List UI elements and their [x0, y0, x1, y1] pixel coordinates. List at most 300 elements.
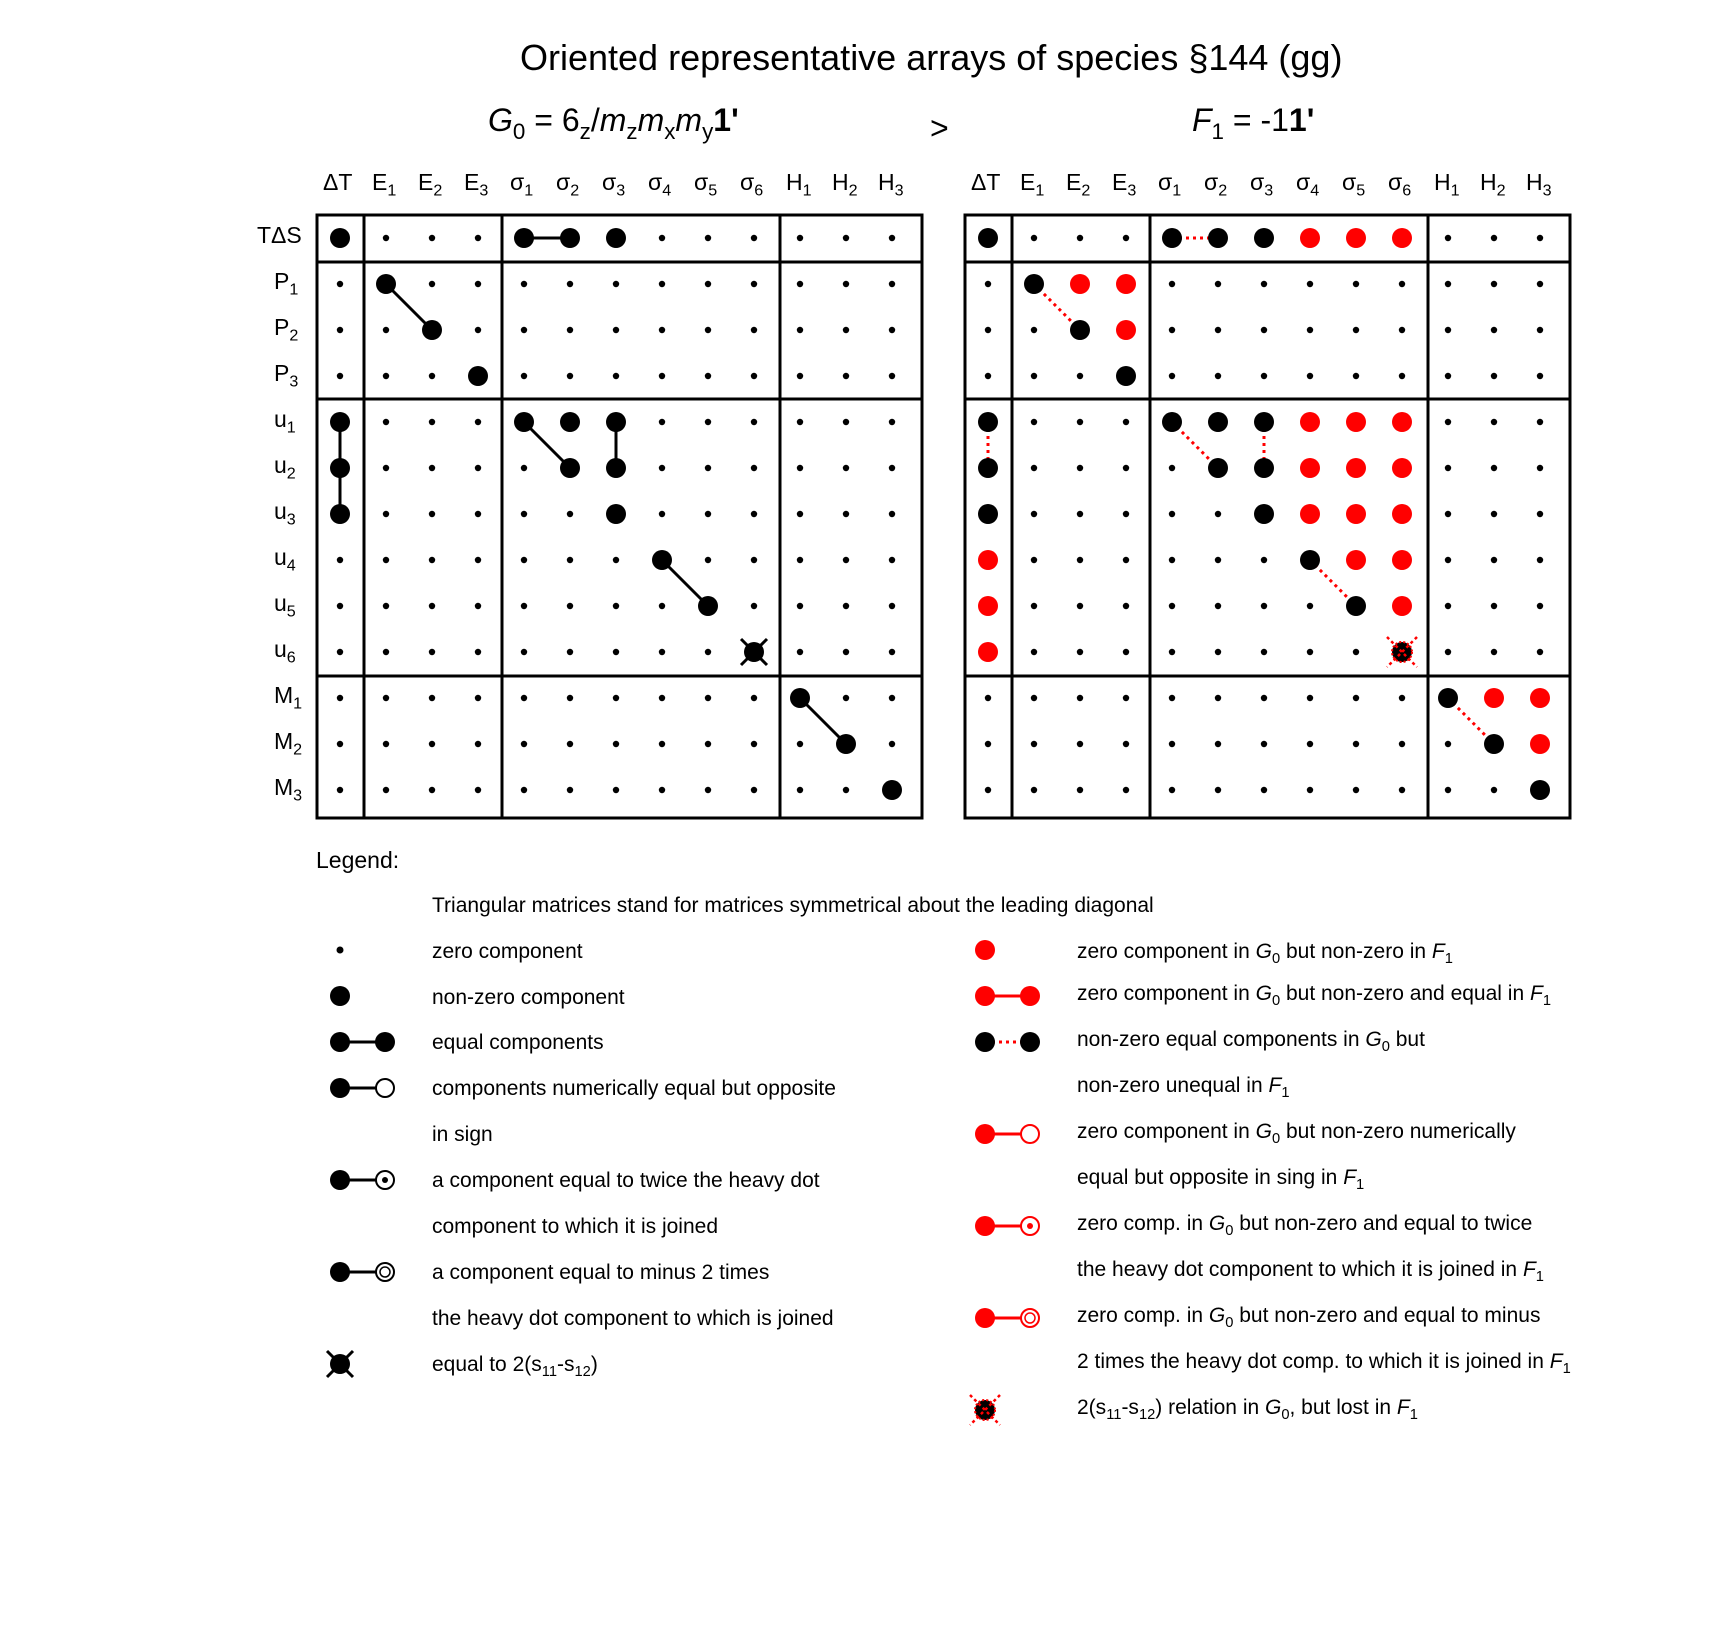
g0-col-label: $H_2$: [832, 169, 858, 200]
f1-zero-dot: [1169, 741, 1175, 747]
f1-zero-dot: [1537, 511, 1543, 517]
legend-cross-symbol: [327, 1351, 353, 1377]
f1-zero-dot: [1537, 465, 1543, 471]
legend-left-5: a component equal to twice the heavy dot: [432, 1169, 820, 1192]
g0-nonzero-dot: [514, 412, 534, 432]
f1-zero-dot: [985, 741, 991, 747]
g0-nonzero-dot: [652, 550, 672, 570]
f1-zero-dot: [1215, 787, 1221, 793]
legend-right-4b: equal but opposite in sing in $F_1$: [1077, 1166, 1365, 1194]
g0-zero-dot: [475, 511, 481, 517]
f1-zero-dot: [1445, 373, 1451, 379]
f1-zero-dot: [1215, 327, 1221, 333]
g0-zero-dot: [659, 465, 665, 471]
g0-zero-dot: [843, 557, 849, 563]
g0-zero-dot: [751, 787, 757, 793]
g0-zero-dot: [429, 373, 435, 379]
f1-zero-dot: [1445, 649, 1451, 655]
g0-zero-dot: [659, 695, 665, 701]
f1-zero-dot: [1169, 511, 1175, 517]
f1-col-label: $\sigma_4$: [1296, 169, 1320, 200]
f1-zero-dot: [1031, 787, 1037, 793]
f1-zero-dot: [1261, 603, 1267, 609]
g0-zero-dot: [797, 741, 803, 747]
g0-zero-dot: [705, 465, 711, 471]
g0-zero-dot: [429, 419, 435, 425]
g0-zero-dot: [797, 557, 803, 563]
legend-left-2: non-zero component: [432, 986, 625, 1009]
legend-left-4b: in sign: [432, 1123, 493, 1146]
f1-zero-dot: [1077, 465, 1083, 471]
g0-nonzero-dot: [330, 458, 350, 478]
legend-right-3a: non-zero equal components in $G_0$ but: [1077, 1028, 1425, 1056]
g0-zero-dot: [567, 741, 573, 747]
f1-zero-dot: [1123, 511, 1129, 517]
f1-zero-dot: [1031, 373, 1037, 379]
g0-zero-dot: [429, 649, 435, 655]
g0-zero-dot: [429, 557, 435, 563]
g0-zero-dot: [567, 511, 573, 517]
g0-zero-dot: [797, 235, 803, 241]
f1-zero-dot: [1399, 281, 1405, 287]
f1-nonzero-dot: [1254, 504, 1274, 524]
f1-zero-dot: [1031, 511, 1037, 517]
g0-zero-dot: [659, 511, 665, 517]
f1-col-label: $\sigma_5$: [1342, 169, 1366, 200]
g0-zero-dot: [751, 327, 757, 333]
g0-zero-dot: [889, 373, 895, 379]
g0-zero-dot: [383, 511, 389, 517]
f1-zero-dot: [1077, 511, 1083, 517]
legend-heading: Legend:: [316, 847, 400, 873]
f1-zero-dot: [1169, 603, 1175, 609]
f1-zero-dot: [1491, 281, 1497, 287]
row-label: $M_2$: [274, 728, 303, 759]
g0-zero-dot: [475, 557, 481, 563]
f1-zero-dot: [1123, 557, 1129, 563]
g0-zero-dot: [797, 419, 803, 425]
g0-zero-dot: [429, 603, 435, 609]
g0-nonzero-dot: [606, 504, 626, 524]
g0-zero-dot: [889, 235, 895, 241]
legend-left-3: equal components: [432, 1031, 604, 1054]
row-label: $u_3$: [274, 498, 296, 529]
f1-nonzero-dot: [1346, 596, 1366, 616]
g0-col-label: $\sigma_1$: [510, 169, 534, 200]
f1-red-dot: [1484, 688, 1504, 708]
g0-zero-dot: [705, 741, 711, 747]
g0-zero-dot: [751, 741, 757, 747]
legend-left-6: a component equal to minus 2 times: [432, 1261, 770, 1284]
f1-zero-dot: [1077, 557, 1083, 563]
legend-lost-symbol: [970, 1395, 1000, 1425]
g0-zero-dot: [659, 327, 665, 333]
legend-zero-dot: [337, 947, 344, 954]
g0-zero-dot: [751, 419, 757, 425]
legend-right-4a: zero component in $G_0$ but non-zero numerically: [1077, 1120, 1516, 1148]
g0-zero-dot: [843, 695, 849, 701]
legend-red-equal-symbol: [975, 986, 1040, 1006]
legend-note: Triangular matrices stand for matrices symmetrical about the leading diagonal: [432, 894, 1154, 917]
f1-zero-dot: [985, 281, 991, 287]
f1-red-dot: [1346, 550, 1366, 570]
f1-zero-dot: [1307, 603, 1313, 609]
f1-zero-dot: [1123, 787, 1129, 793]
g0-col-label: $H_3$: [878, 169, 904, 200]
f1-zero-dot: [1261, 327, 1267, 333]
f1-zero-dot: [1353, 373, 1359, 379]
f1-red-dot: [1116, 274, 1136, 294]
g0-zero-dot: [337, 787, 343, 793]
g0-zero-dot: [751, 373, 757, 379]
f1-zero-dot: [1123, 695, 1129, 701]
g0-zero-dot: [843, 649, 849, 655]
f1-nonzero-dot: [978, 412, 998, 432]
f1-zero-dot: [1537, 327, 1543, 333]
f1-zero-dot: [1215, 281, 1221, 287]
g0-zero-dot: [843, 465, 849, 471]
g0-zero-dot: [567, 373, 573, 379]
g0-zero-dot: [889, 465, 895, 471]
legend-right-5a: zero comp. in $G_0$ but non-zero and equal to twice: [1077, 1212, 1533, 1240]
f1-zero-dot: [1261, 281, 1267, 287]
f1-zero-dot: [1399, 741, 1405, 747]
f1-red-dot: [1346, 412, 1366, 432]
g0-zero-dot: [383, 373, 389, 379]
row-label: $P_3$: [274, 360, 299, 391]
g0-nonzero-dot: [560, 458, 580, 478]
g0-nonzero-dot: [698, 596, 718, 616]
g0-zero-dot: [475, 787, 481, 793]
g0-zero-dot: [383, 695, 389, 701]
g0-zero-dot: [705, 649, 711, 655]
g0-zero-dot: [521, 511, 527, 517]
f1-red-dot: [1346, 458, 1366, 478]
g0-zero-dot: [705, 373, 711, 379]
g0-zero-dot: [521, 649, 527, 655]
g0-zero-dot: [797, 787, 803, 793]
g0-zero-dot: [521, 373, 527, 379]
g0-zero-dot: [797, 327, 803, 333]
g0-zero-dot: [889, 419, 895, 425]
f1-zero-dot: [1307, 741, 1313, 747]
f1-zero-dot: [1491, 511, 1497, 517]
f1-zero-dot: [1353, 695, 1359, 701]
g0-zero-dot: [613, 649, 619, 655]
f1-red-dot: [1070, 274, 1090, 294]
f1-col-label: $\sigma_1$: [1158, 169, 1182, 200]
g0-zero-dot: [705, 419, 711, 425]
legend-right-3b: non-zero unequal in $F_1$: [1077, 1074, 1290, 1102]
f1-zero-dot: [1169, 787, 1175, 793]
g0-col-label: $\sigma_4$: [648, 169, 672, 200]
g0-zero-dot: [475, 235, 481, 241]
legend-right-5b: the heavy dot component to which it is joined in $F_1$: [1077, 1258, 1544, 1286]
f1-zero-dot: [1445, 787, 1451, 793]
g0-zero-dot: [475, 741, 481, 747]
f1-col-label: $H_2$: [1480, 169, 1506, 200]
f1-col-label: $E_1$: [1020, 169, 1045, 200]
f1-zero-dot: [1215, 373, 1221, 379]
g0-zero-dot: [613, 373, 619, 379]
f1-zero-dot: [1353, 787, 1359, 793]
g0-nonzero-dot: [606, 412, 626, 432]
f1-zero-dot: [1123, 465, 1129, 471]
f1-zero-dot: [1169, 649, 1175, 655]
g0-zero-dot: [429, 281, 435, 287]
g0-zero-dot: [613, 741, 619, 747]
f1-zero-dot: [1169, 695, 1175, 701]
legend-right-7: $2(s_{11}-s_{12})$ relation in $G_0$, but lost in $F_1$: [1077, 1396, 1418, 1424]
f1-zero-dot: [1077, 419, 1083, 425]
g0-zero-dot: [889, 327, 895, 333]
f1-zero-dot: [1491, 419, 1497, 425]
g0-zero-dot: [567, 327, 573, 333]
g0-col-label: $\sigma_3$: [602, 169, 626, 200]
legend-right-6a: zero comp. in $G_0$ but non-zero and equal to minus: [1077, 1304, 1541, 1332]
g0-zero-dot: [337, 557, 343, 563]
g0-zero-dot: [889, 649, 895, 655]
f1-red-dot: [978, 642, 998, 662]
g0-zero-dot: [613, 327, 619, 333]
legend-minus2-symbol: [330, 1262, 394, 1282]
g0-zero-dot: [659, 419, 665, 425]
g0-nonzero-dot: [330, 504, 350, 524]
f1-nonzero-dot: [1208, 228, 1228, 248]
g0-zero-dot: [751, 281, 757, 287]
g0-zero-dot: [705, 235, 711, 241]
f1-zero-dot: [1537, 235, 1543, 241]
f1-zero-dot: [1399, 695, 1405, 701]
g0-nonzero-dot: [836, 734, 856, 754]
f1-zero-dot: [1215, 557, 1221, 563]
g0-col-label: $\sigma_2$: [556, 169, 580, 200]
f1-zero-dot: [1077, 235, 1083, 241]
g0-nonzero-dot: [790, 688, 810, 708]
g0-zero-dot: [337, 695, 343, 701]
g0-zero-dot: [567, 557, 573, 563]
f1-col-label: $E_3$: [1112, 169, 1137, 200]
g0-col-label: $E_2$: [418, 169, 443, 200]
f1-zero-dot: [1307, 373, 1313, 379]
g0-zero-dot: [521, 603, 527, 609]
f1-zero-dot: [1307, 787, 1313, 793]
f1-nonzero-dot: [1254, 412, 1274, 432]
f1-zero-dot: [1123, 419, 1129, 425]
f1-zero-dot: [1445, 511, 1451, 517]
g0-zero-dot: [843, 327, 849, 333]
f1-red-dot: [1300, 412, 1320, 432]
f1-zero-dot: [1307, 695, 1313, 701]
g0-zero-dot: [521, 281, 527, 287]
f1-zero-dot: [1077, 603, 1083, 609]
f1-zero-dot: [1123, 649, 1129, 655]
g0-zero-dot: [889, 511, 895, 517]
f1-zero-dot: [1261, 741, 1267, 747]
f1-zero-dot: [1491, 649, 1497, 655]
f1-zero-dot: [1123, 235, 1129, 241]
f1-zero-dot: [1353, 741, 1359, 747]
g0-nonzero-dot: [606, 228, 626, 248]
f1-zero-dot: [1031, 695, 1037, 701]
row-label: $M_3$: [274, 774, 303, 805]
g0-zero-dot: [705, 557, 711, 563]
g0-nonzero-dot: [606, 458, 626, 478]
legend-dotted-symbol: [975, 1032, 1040, 1052]
legend-red-twice-symbol: [975, 1216, 1039, 1236]
f1-zero-dot: [1261, 649, 1267, 655]
g0-zero-dot: [567, 649, 573, 655]
g0-zero-dot: [429, 235, 435, 241]
f1-zero-dot: [1537, 603, 1543, 609]
g0-nonzero-dot: [330, 228, 350, 248]
row-label: $P_2$: [274, 314, 299, 345]
g0-zero-dot: [567, 787, 573, 793]
g0-zero-dot: [383, 649, 389, 655]
f1-zero-dot: [1537, 649, 1543, 655]
f1-nonzero-dot: [1162, 412, 1182, 432]
g0-col-label: ΔT: [323, 169, 353, 195]
legend-red-opposite-symbol: [975, 1124, 1039, 1144]
g0-col-label: $E_1$: [372, 169, 397, 200]
legend-nonzero-dot: [330, 986, 350, 1006]
f1-zero-dot: [1077, 373, 1083, 379]
f1-zero-dot: [1031, 649, 1037, 655]
relation-symbol: >: [930, 110, 949, 146]
f1-col-label: $\sigma_6$: [1388, 169, 1412, 200]
f1-nonzero-dot: [1484, 734, 1504, 754]
g0-zero-dot: [337, 281, 343, 287]
f1-nonzero-dot: [1208, 412, 1228, 432]
g0-nonzero-dot: [422, 320, 442, 340]
row-label: $u_1$: [274, 406, 296, 437]
g0-nonzero-dot: [560, 412, 580, 432]
g0-zero-dot: [613, 557, 619, 563]
f1-zero-dot: [1031, 235, 1037, 241]
f1-red-dot: [1392, 458, 1412, 478]
g0-col-label: $\sigma_6$: [740, 169, 764, 200]
g0-zero-dot: [659, 373, 665, 379]
f1-zero-dot: [1261, 557, 1267, 563]
f1-zero-dot: [1077, 649, 1083, 655]
g0-zero-dot: [613, 787, 619, 793]
g0-zero-dot: [659, 281, 665, 287]
f1-red-dot: [978, 596, 998, 616]
legend-left-4: components numerically equal but opposite: [432, 1077, 836, 1100]
g0-zero-dot: [521, 327, 527, 333]
f1-col-label: $\sigma_3$: [1250, 169, 1274, 200]
g0-zero-dot: [659, 741, 665, 747]
f1-red-dot: [1530, 688, 1550, 708]
f1-zero-dot: [1491, 557, 1497, 563]
g0-zero-dot: [751, 695, 757, 701]
f1-zero-dot: [1215, 741, 1221, 747]
g0-zero-dot: [337, 741, 343, 747]
g0-zero-dot: [705, 281, 711, 287]
g0-zero-dot: [797, 603, 803, 609]
f1-col-label: $E_2$: [1066, 169, 1091, 200]
g0-zero-dot: [659, 787, 665, 793]
g0-zero-dot: [843, 511, 849, 517]
row-label: $u_2$: [274, 452, 296, 483]
legend-right-2: zero component in $G_0$ but non-zero and equal in $F_1$: [1077, 982, 1551, 1010]
g0-zero-dot: [751, 557, 757, 563]
f1-zero-dot: [985, 373, 991, 379]
f1-zero-dot: [1261, 373, 1267, 379]
f1-zero-dot: [1307, 327, 1313, 333]
g0-zero-dot: [751, 603, 757, 609]
f1-zero-dot: [1537, 557, 1543, 563]
g0-zero-dot: [383, 419, 389, 425]
g0-zero-dot: [429, 465, 435, 471]
f1-zero-dot: [1445, 327, 1451, 333]
legend-red-dot: [975, 940, 995, 960]
f1-nonzero-dot: [1254, 228, 1274, 248]
f1-red-dot: [1346, 504, 1366, 524]
g0-nonzero-dot: [560, 228, 580, 248]
g0-zero-dot: [521, 465, 527, 471]
g0-zero-dot: [843, 603, 849, 609]
g0-zero-dot: [705, 787, 711, 793]
f1-zero-dot: [1491, 235, 1497, 241]
legend-left-6b: the heavy dot component to which is joined: [432, 1307, 834, 1330]
g0-zero-dot: [383, 603, 389, 609]
f1-red-dot: [1392, 504, 1412, 524]
g0-zero-dot: [567, 695, 573, 701]
figure-title: Oriented representative arrays of species §144 (gg): [520, 37, 1343, 78]
f1-zero-dot: [1491, 373, 1497, 379]
f1-red-dot: [1392, 412, 1412, 432]
g0-zero-dot: [475, 465, 481, 471]
f1-zero-dot: [1261, 787, 1267, 793]
g0-zero-dot: [613, 603, 619, 609]
f1-zero-dot: [1491, 465, 1497, 471]
f1-zero-dot: [1031, 741, 1037, 747]
f1-zero-dot: [1491, 787, 1497, 793]
g0-zero-dot: [659, 603, 665, 609]
f1-zero-dot: [1169, 327, 1175, 333]
f1-red-dot: [1300, 458, 1320, 478]
legend-red-minus2-symbol: [975, 1308, 1039, 1328]
f1-nonzero-dot: [1254, 458, 1274, 478]
f1-zero-dot: [985, 695, 991, 701]
f1-zero-dot: [1445, 235, 1451, 241]
f1-formula: $F_1 = -11'$: [1192, 102, 1315, 144]
g0-zero-dot: [843, 787, 849, 793]
g0-zero-dot: [797, 373, 803, 379]
f1-col-label: $\sigma_2$: [1204, 169, 1228, 200]
f1-nonzero-dot: [978, 458, 998, 478]
g0-formula: $G_0 = 6_z/m_zm_xm_y1'$: [488, 102, 739, 144]
g0-zero-dot: [705, 327, 711, 333]
row-label: $M_1$: [274, 682, 303, 713]
g0-nonzero-dot: [376, 274, 396, 294]
f1-zero-dot: [1445, 465, 1451, 471]
g0-nonzero-dot: [514, 228, 534, 248]
g0-zero-dot: [475, 327, 481, 333]
f1-nonzero-dot: [1208, 458, 1228, 478]
f1-nonzero-dot: [1070, 320, 1090, 340]
f1-red-dot: [1346, 228, 1366, 248]
f1-zero-dot: [1169, 373, 1175, 379]
f1-zero-dot: [1215, 695, 1221, 701]
f1-zero-dot: [1445, 281, 1451, 287]
f1-zero-dot: [1031, 419, 1037, 425]
g0-zero-dot: [429, 741, 435, 747]
row-label: $P_1$: [274, 268, 299, 299]
g0-col-label: $H_1$: [786, 169, 812, 200]
g0-zero-dot: [383, 741, 389, 747]
